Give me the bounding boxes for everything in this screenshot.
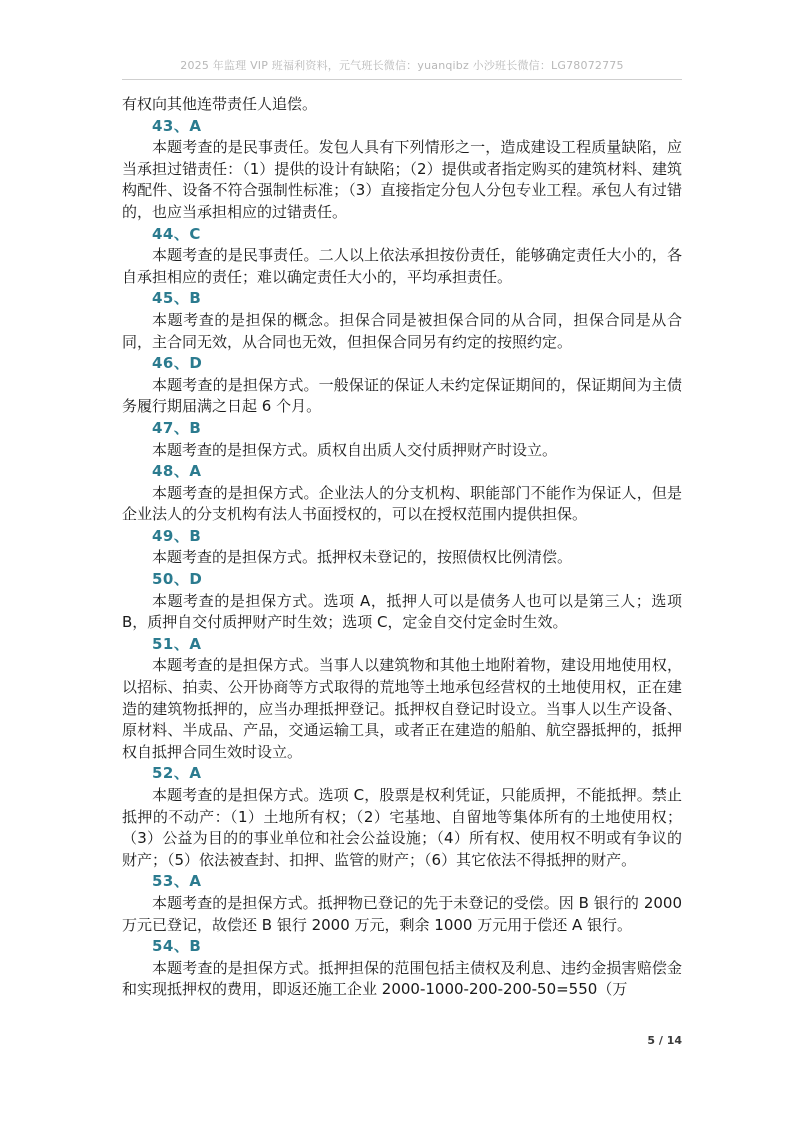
answer-explanation: 本题考查的是担保方式。抵押权未登记的，按照债权比例清偿。 xyxy=(152,548,573,567)
answer-item xyxy=(122,871,682,936)
answer-item xyxy=(122,224,682,289)
answer-explanation: 本题考查的是担保方式。选项 C，股票是权利凭证，只能质押，不能抵押。禁止抵押的不动产：（1）土地所有权；（2）宅基地、自留地等集体所有的土地使用权；（3）公益为目的的事业单位和社会公益设施；（4）所有权、使用权不明或有争议的财产；（5）依法被查封、扣押、监管的财产；（6）其它依法不得抵押的财产。 xyxy=(122,786,682,869)
answer-item xyxy=(122,288,682,353)
page-number: 5 / 14 xyxy=(647,1034,682,1047)
answer-label: 44、C xyxy=(152,224,201,243)
answer-label: 43、A xyxy=(152,116,202,135)
answer-explanation: 本题考查的是担保方式。一般保证的保证人未约定保证期间的，保证期间为主债务履行期届满之日起 6 个月。 xyxy=(122,375,682,416)
header-divider xyxy=(122,79,682,80)
answer-label: 53、A xyxy=(152,872,202,891)
continued-paragraph: 有权向其他连带责任人追偿。 xyxy=(122,95,318,113)
answer-item xyxy=(122,418,682,461)
answer-item xyxy=(122,461,682,526)
answer-item xyxy=(122,526,682,569)
answer-label: 45、B xyxy=(152,289,202,308)
answer-item xyxy=(122,116,682,224)
answer-explanation: 本题考查的是担保的概念。担保合同是被担保合同的从合同，担保合同是从合同，主合同无效，从合同也无效，但担保合同另有约定的按照约定。 xyxy=(122,310,682,351)
answer-explanations xyxy=(122,94,682,1001)
answer-label: 49、B xyxy=(152,526,202,545)
answer-explanation: 本题考查的是担保方式。抵押物已登记的先于未登记的受偿。因 B 银行的 2000 万元已登记，故偿还 B 银行 2000 万元，剩余 1000 万元用于偿还 A 银行。 xyxy=(122,893,682,934)
answer-label: 46、D xyxy=(152,354,203,373)
answer-item xyxy=(122,353,682,418)
answer-label: 51、A xyxy=(152,634,202,653)
answer-explanation: 本题考查的是担保方式。企业法人的分支机构、职能部门不能作为保证人，但是企业法人的分支机构有法人书面授权的，可以在授权范围内提供担保。 xyxy=(122,483,682,524)
answer-explanation: 本题考查的是民事责任。二人以上依法承担按份责任，能够确定责任大小的，各自承担相应的责任；难以确定责任大小的，平均承担责任。 xyxy=(122,246,682,286)
answer-label: 52、A xyxy=(152,764,202,783)
answer-item xyxy=(122,569,682,634)
answer-item xyxy=(122,763,682,871)
answer-explanation: 本题考查的是担保方式。质权自出质人交付质押财产时设立。 xyxy=(152,440,558,459)
answer-explanation: 本题考查的是担保方式。当事人以建筑物和其他土地附着物，建设用地使用权，以招标、拍卖、公开协商等方式取得的荒地等土地承包经营权的土地使用权，正在建造的建筑物抵押的，应当办理抵押登记。抵押权自登记时设立。当事人以生产设备、原材料、半成品、产品，交通运输工具，或者正在建造的船舶、航空器抵押的，抵押权自抵押合同生效时设立。 xyxy=(122,656,682,761)
answer-label: 47、B xyxy=(152,418,202,437)
answer-item xyxy=(122,634,682,764)
answer-item xyxy=(122,936,682,1001)
answer-label: 54、B xyxy=(152,937,202,956)
answer-explanation: 本题考查的是民事责任。发包人具有下列情形之一，造成建设工程质量缺陷，应当承担过错责任：（1）提供的设计有缺陷；（2）提供或者指定购买的建筑材料、建筑构配件、设备不符合强制性标准；（3）直接指定分包人分包专业工程。承包人有过错的，也应当承担相应的过错责任。 xyxy=(122,138,682,221)
answer-explanation: 本题考查的是担保方式。抵押担保的范围包括主债权及利息、违约金损害赔偿金和实现抵押权的费用，即返还施工企业 2000-1000-200-200-50=550（万 xyxy=(122,958,682,999)
answer-explanation: 本题考查的是担保方式。选项 A，抵押人可以是债务人也可以是第三人；选项 B，质押自交付质押财产时生效；选项 C，定金自交付定金时生效。 xyxy=(122,591,682,632)
page-header: 2025 年监理 VIP 班福利资料，元气班长微信：yuanqibz 小沙班长微信：LG78072775 xyxy=(180,59,624,72)
answer-label: 50、D xyxy=(152,570,203,589)
answer-label: 48、A xyxy=(152,462,202,481)
